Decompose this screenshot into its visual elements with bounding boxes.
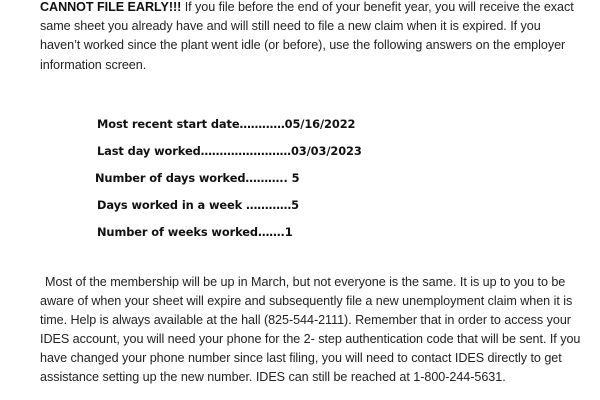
document-page xyxy=(40,0,580,75)
answer-label: Number of weeks worked xyxy=(97,225,258,239)
dot-leader: ………… xyxy=(246,198,292,212)
dot-leader: ……….. xyxy=(245,171,292,185)
warning-heading: CANNOT FILE EARLY!!! xyxy=(40,0,182,14)
intro-text: If you file before the end of your benefit year, you will receive the exact same sheet you already have and will still need to file a new claim when it is expired. If you haven’t worked since the plant went idle (or before), use the following answers on the employer information screen. xyxy=(40,0,574,72)
intro-paragraph xyxy=(40,0,580,75)
answer-days-worked xyxy=(95,165,362,192)
answer-value: 05/16/2022 xyxy=(284,117,356,131)
employer-answers-list xyxy=(97,111,362,246)
dot-leader: ……. xyxy=(257,225,285,239)
answer-start-date xyxy=(97,111,362,138)
answer-label: Number of days worked xyxy=(95,171,246,185)
dot-leader: ………… xyxy=(239,117,285,131)
answer-last-day-worked xyxy=(97,138,362,165)
answer-value: 5 xyxy=(291,198,299,212)
answer-label: Last day worked xyxy=(97,144,201,158)
answer-label: Days worked in a week xyxy=(97,198,246,212)
answer-value: 5 xyxy=(291,171,300,185)
answer-value: 1 xyxy=(284,225,293,239)
closing-paragraph: Most of the membership will be up in March, but not everyone is the same. It is up to you to be aware of when your sheet will expire and subsequently file a new unemployment claim when it is time. Help is always available at the hall (825-544-2111). Remember that in order to access your IDES account, you will need your phone for the 2- step authentication code that will be sent. If you have changed your phone number since last filing, you will need to contact IDES directly to get assistance setting up the new number. IDES can still be reached at 1-800-244-5631. xyxy=(40,275,581,385)
answer-days-per-week xyxy=(97,192,362,219)
dot-leader: …………………… xyxy=(200,144,291,158)
answer-label: Most recent start date xyxy=(97,117,240,131)
answer-weeks-worked xyxy=(97,219,362,246)
answer-value: 03/03/2023 xyxy=(290,144,362,158)
